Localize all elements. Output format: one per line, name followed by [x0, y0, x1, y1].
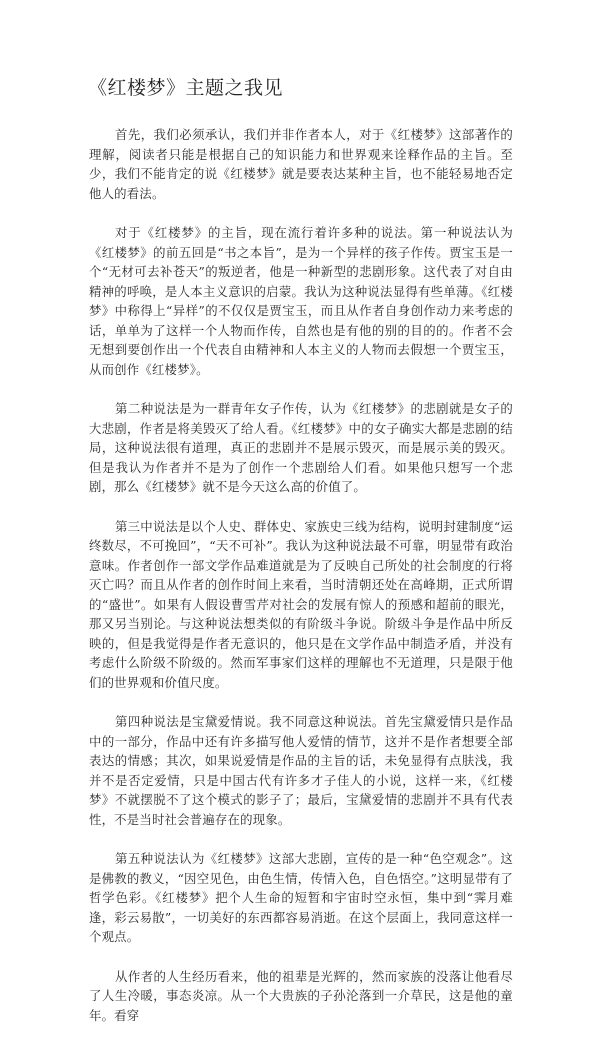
document-title: 《红楼梦》主题之我见: [88, 77, 284, 99]
paragraph-7: 从作者的人生经历看来，他的祖辈是光辉的，然而家族的没落让他看尽了人生冷暖，事态炎凉。从一个大贵族的子孙沦落到一介草民，这是他的童年。看穿: [89, 968, 513, 1023]
paragraph-1: 首先，我们必须承认，我们并非作者本人，对于《红楼梦》这部著作的理解，阅读者只能是根据自己的知识能力和世界观来诠释作品的主旨。至少，我们不能肯定的说《红楼梦》就是要表达某种主旨，也不能轻易地否定他人的看法。: [89, 127, 513, 201]
paragraph-3: 第二种说法是为一群青年女子作传，认为《红楼梦》的悲剧就是女子的大悲剧，作者是将美毁灭了给人看。《红楼梦》中的女子确实大都是悲剧的结局，这种说法很有道理，真正的悲剧并不是展示毁灭，而是展示美的毁灭。但是我认为作者并不是为了创作一个悲剧给人们看。如果他只想写一个悲剧，那么《红楼梦》就不是今天这么高的价值了。: [89, 401, 513, 494]
paragraph-4: 第三中说法是以个人史、群体史、家族史三线为结构，说明封建制度“运终数尽，不可挽回”，“天不可补”。我认为这种说法最不可靠，明显带有政治意味。作者创作一部文学作品难道就是为了反映自己所处的社会制度的行将灭亡吗？而且从作者的创作时间上来看，当时清朝还处在高峰期，正式所谓的“盛世”。如果有人假设曹雪芹对社会的发展有惊人的预感和超前的眼光，那又另当别论。与这种说法想类似的有阶级斗争说。阶级斗争是作品中所反映的，但是我觉得是作者无意识的，他只是在文学作品中制造矛盾，并没有考虑什么阶级不阶级的。然而军事家们这样的理解也不无道理，只是限于他们的世界观和价值尺度。: [89, 518, 513, 690]
paragraph-5: 第四种说法是宝黛爱情说。我不同意这种说法。首先宝黛爱情只是作品中的一部分，作品中还有许多描写他人爱情的情节，这并不是作者想要全部表达的情感；其次，如果说爱情是作品的主旨的话，未免显得有点肤浅，我并不是否定爱情，只是中国古代有许多才子佳人的小说，这样一来，《红楼梦》不就摆脱不了这个模式的影子了；最后，宝黛爱情的悲剧并不具有代表性，不是当时社会普遍存在的现象。: [89, 714, 513, 827]
paragraph-2: 对于《红楼梦》的主旨，现在流行着许多种的说法。第一种说法认为《红楼梦》的前五回是“书之本旨”，是为一个异样的孩子作传。贾宝玉是一个“无材可去补苍天”的叛逆者，他是一种新型的悲剧形象。这代表了对自由精神的呼唤，是人本主义意识的启蒙。我认为这种说法显得有些单薄。《红楼梦》中称得上“异样”的不仅仅是贾宝玉，而且从作者自身创作动力来考虑的话，单单为了这样一个人物而作传，自然也是有他的别的目的的。作者不会无想到要创作出一个代表自由精神和人本主义的人物而去假想一个贾宝玉，从而创作《红楼梦》。: [89, 225, 513, 377]
paragraph-6: 第五种说法认为《红楼梦》这部大悲剧，宣传的是一种“色空观念”。这是佛教的教义，“因空见色，由色生情，传情入色，自色悟空。”这明显带有了哲学色彩。《红楼梦》把个人生命的短暂和宇宙时空永恒，集中到“霁月难逢，彩云易散”，一切美好的东西都容易消逝。在这个层面上，我同意这样一个观点。: [89, 851, 513, 944]
document-body: [89, 125, 513, 1045]
